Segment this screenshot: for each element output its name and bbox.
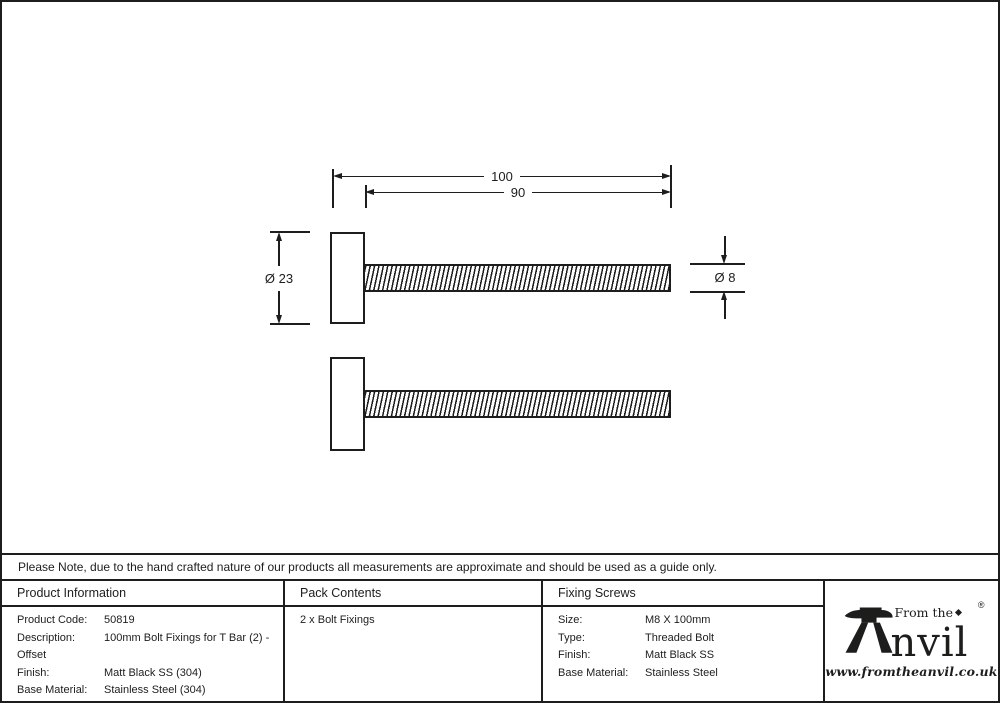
brand-wordmark: nvil: [890, 620, 969, 666]
brand-website-url: www.fromtheanvil.co.uk: [825, 664, 998, 679]
product-info-table: [2, 581, 998, 701]
arrowhead-left-icon: [333, 173, 342, 179]
dimension-shaft-diameter-label: Ø 8: [714, 270, 736, 285]
spec-row-finish: Finish: Matt Black SS (304): [17, 666, 202, 679]
arrowhead-down-icon: [276, 315, 282, 324]
spec-row-screw-finish: Finish: Matt Black SS: [558, 649, 715, 661]
brand-tagline: From the: [894, 605, 953, 620]
spec-row-type: Type: Threaded Bolt: [558, 631, 715, 644]
arrowhead-up-icon: [721, 291, 727, 300]
bolt-threaded-shaft-view-bottom: [365, 390, 671, 418]
arrowhead-right-icon: [662, 189, 671, 195]
brand-logo-cell: [825, 581, 998, 701]
dimension-total-length-label: 100: [491, 168, 513, 184]
spec-row-size: Size: M8 X 100mm: [558, 614, 711, 626]
anvil-icon: [843, 607, 895, 655]
pack-contents-header: Pack Contents: [285, 581, 541, 607]
dimension-head-diameter: [257, 232, 301, 324]
column-pack-contents: [285, 581, 543, 701]
bolt-head-view-top: [330, 232, 365, 324]
leader-line: [724, 236, 726, 256]
spec-row-screw-base-material: Base Material: Stainless Steel: [558, 666, 718, 679]
spec-row-base-material: Base Material: Stainless Steel (304): [17, 684, 206, 696]
arrowhead-down-icon: [721, 255, 727, 264]
measurement-note-text: Please Note, due to the hand crafted nature of our products all measurements are approximate and should be used as a guide only.: [18, 560, 717, 574]
spec-row-product-code: Product Code: 50819: [17, 614, 135, 626]
extension-line: [690, 263, 745, 265]
dimension-head-diameter-label: Ø 23: [264, 270, 294, 286]
arrowhead-right-icon: [662, 173, 671, 179]
dimension-thread-length-label: 90: [510, 184, 526, 200]
diamond-dot-icon: [954, 609, 961, 616]
arrowhead-up-icon: [276, 232, 282, 241]
registered-trademark-symbol: ®: [977, 600, 985, 610]
technical-drawing: [2, 2, 998, 553]
bolt-head-view-bottom: [330, 357, 365, 451]
extension-line: [690, 291, 745, 293]
spec-row-description-continued: Offset: [17, 649, 47, 661]
dimension-thread-length: [365, 185, 671, 199]
fixing-screws-header: Fixing Screws: [543, 581, 823, 607]
arrowhead-left-icon: [365, 189, 374, 195]
dimension-total-length: [333, 169, 671, 183]
spec-row-description: Description: 100mm Bolt Fixings for T Bar (2) -: [17, 631, 270, 644]
column-product-information: [2, 581, 285, 701]
from-the-anvil-logo: [825, 600, 998, 679]
column-fixing-screws: [543, 581, 825, 701]
leader-line: [724, 299, 726, 319]
measurement-note-row: [2, 553, 998, 581]
pack-contents-item: 2 x Bolt Fixings: [300, 614, 375, 626]
bolt-threaded-shaft-view-top: [365, 264, 671, 292]
product-information-header: Product Information: [2, 581, 283, 607]
